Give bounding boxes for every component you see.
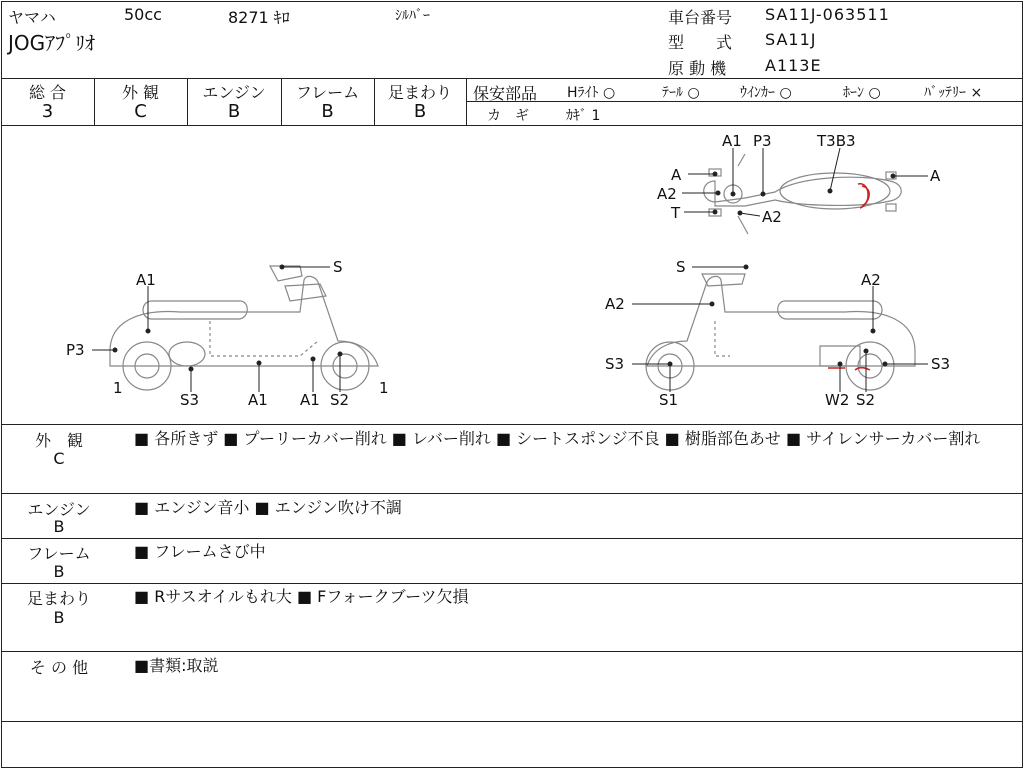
safety-taillight: ﾃｰﾙ ○: [662, 85, 700, 101]
divider: [1, 651, 1022, 652]
label-top-a2: A2: [657, 185, 677, 203]
frame-grade: B: [321, 101, 334, 122]
safety-winker: ｳｲﾝｶｰ ○: [740, 85, 792, 101]
label-left-1a: 1: [113, 379, 123, 397]
label-left-1b: 1: [379, 379, 389, 397]
model-name: JOGｱﾌﾟﾘｵ: [8, 31, 96, 55]
frame-grade-label: フレーム: [295, 83, 360, 102]
overall-grade: 3: [41, 101, 54, 122]
damage-diagram: [0, 126, 1024, 424]
engine-label: 原 動 機: [668, 59, 727, 78]
remark-frame-text: ■ フレームさび中: [134, 542, 266, 561]
label-right-a2-front: A2: [605, 295, 625, 313]
divider: [1, 493, 1022, 494]
displacement: 50cc: [124, 5, 162, 24]
safety-headlight: Hﾗｲﾄ ○: [567, 85, 616, 101]
remark-exterior-text: ■ 各所きず ■ プーリーカバー削れ ■ レバー削れ ■ シートスポンジ不良 ■ 樹脂部色あせ ■ サイレンサーカバー割れ: [134, 429, 981, 448]
key-value: ｶｷﾞ 1: [566, 108, 601, 124]
label-right-s1: S1: [659, 391, 679, 409]
remark-frame-label: フレーム: [27, 544, 91, 563]
key-label: カ ギ: [487, 108, 529, 124]
frame-no-label: 車台番号: [668, 8, 733, 27]
safety-label: 保安部品: [473, 84, 538, 103]
color: ｼﾙﾊﾞｰ: [395, 8, 430, 24]
divider: [1, 78, 1022, 79]
divider: [1, 538, 1022, 539]
remark-exterior-label: 外 観: [34, 431, 83, 450]
engine-value: A113E: [765, 56, 822, 75]
label-top-a-right: A: [930, 167, 941, 185]
label-right-s2: S2: [856, 391, 876, 409]
mileage: 8271 ｷﾛ: [228, 8, 290, 27]
divider: [1, 424, 1022, 425]
label-left-p3: P3: [66, 341, 85, 359]
exterior-grade: C: [134, 101, 147, 122]
engine-grade: B: [227, 101, 241, 122]
label-top-t3b3: T3B3: [817, 132, 856, 150]
divider: [466, 78, 467, 125]
divider: [1, 721, 1022, 722]
label-top-p3: P3: [753, 132, 772, 150]
remark-other-label: そ の 他: [29, 658, 89, 677]
label-right-w2: W2: [825, 391, 850, 409]
label-top-a1: A1: [722, 132, 742, 150]
divider: [1, 583, 1022, 584]
remark-suspension-grade: B: [53, 608, 65, 627]
safety-horn: ﾎｰﾝ ○: [843, 85, 881, 101]
maker: ヤマハ: [8, 8, 56, 27]
label-left-a1-front: A1: [300, 391, 320, 409]
overall-label: 総 合: [28, 83, 67, 102]
label-left-a1-mid: A1: [248, 391, 268, 409]
remark-suspension-label: 足まわり: [26, 589, 91, 608]
suspension-grade: B: [413, 101, 427, 122]
suspension-grade-label: 足まわり: [387, 83, 452, 102]
label-right-s3-rear: S3: [931, 355, 951, 373]
safety-battery: ﾊﾞｯﾃﾘｰ ×: [924, 85, 983, 101]
frame-no-value: SA11J-063511: [765, 5, 890, 24]
exterior-label: 外 観: [121, 83, 160, 102]
label-right-s3-front: S3: [605, 355, 625, 373]
label-top-t: T: [671, 204, 681, 222]
engine-grade-label: エンジン: [202, 83, 266, 102]
remark-engine-text: ■ エンジン音小 ■ エンジン吹け不調: [134, 498, 402, 517]
label-left-s2: S2: [330, 391, 350, 409]
label-top-a2-lower: A2: [762, 208, 782, 226]
label-left-s3: S3: [180, 391, 200, 409]
remark-frame-grade: B: [53, 562, 65, 581]
label-right-s: S: [676, 258, 686, 276]
label-left-s: S: [333, 258, 343, 276]
remark-engine-grade: B: [53, 517, 65, 536]
label-top-a-left: A: [671, 166, 682, 184]
remark-exterior-grade: C: [53, 449, 65, 468]
remark-engine-label: エンジン: [27, 500, 91, 519]
remark-suspension-text: ■ Rサスオイルもれ大 ■ Fフォークブーツ欠損: [134, 587, 469, 606]
label-right-a2-rear: A2: [861, 271, 881, 289]
type-label: 型 式: [668, 33, 733, 52]
type-value: SA11J: [765, 30, 817, 49]
remark-other-text: ■書類:取説: [134, 656, 219, 675]
label-left-a1: A1: [136, 271, 156, 289]
